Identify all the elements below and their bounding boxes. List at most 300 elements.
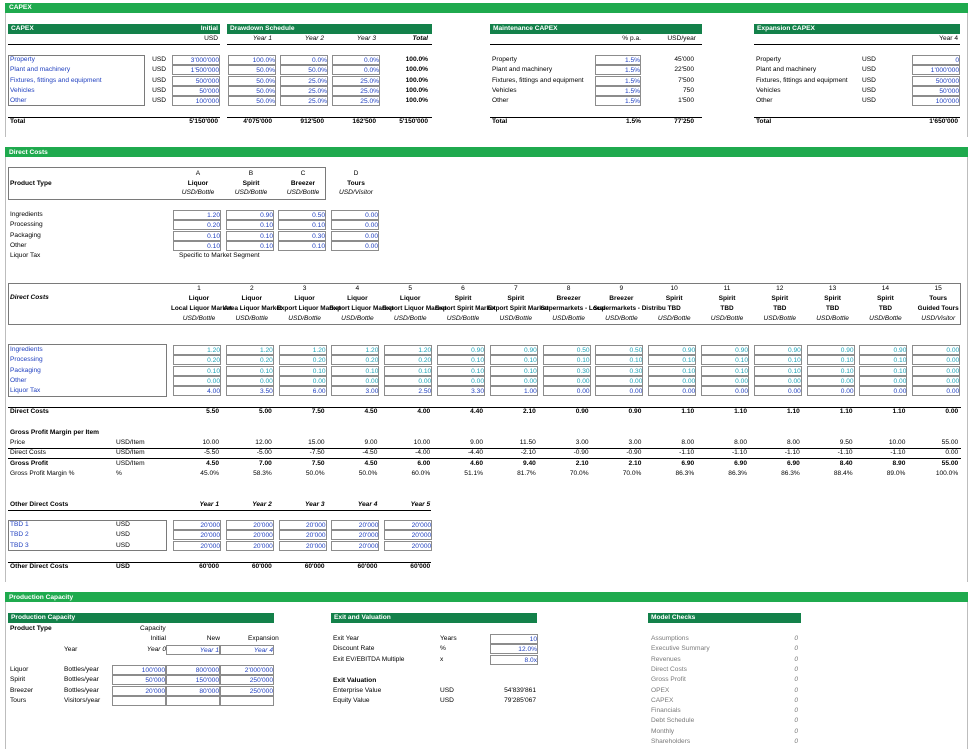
- check-item: Assumptions: [651, 635, 689, 642]
- other-direct-currency: USD: [116, 541, 130, 549]
- gpm-value: 100.0%: [935, 469, 959, 477]
- product-cost-input[interactable]: 0.10: [226, 220, 274, 230]
- segment-cost-input[interactable]: 0.10: [437, 366, 485, 376]
- segment-cost-input[interactable]: 0.00: [701, 376, 749, 386]
- capex-item-currency: USD: [152, 76, 166, 84]
- product-cost-input[interactable]: 0.20: [173, 220, 221, 230]
- gpm-value: 8.00: [734, 439, 747, 446]
- drawdown-input[interactable]: 50.0%: [228, 65, 276, 75]
- capacity-year[interactable]: Year 4: [220, 645, 274, 655]
- segment-cost-input[interactable]: 0.00: [437, 376, 485, 386]
- gpm-value: 0.00: [945, 449, 959, 457]
- segment-cost-input[interactable]: 0.90: [490, 345, 538, 355]
- segment-cost-input[interactable]: 1.20: [173, 345, 221, 355]
- expansion-input[interactable]: 50'000: [912, 86, 960, 96]
- capex-item-label[interactable]: Fixtures, fittings and equipment: [10, 76, 102, 84]
- gpm-row-unit: USD/Item: [116, 449, 145, 457]
- other-direct-currency: USD: [116, 531, 130, 539]
- other-direct-item[interactable]: TBD 1: [10, 521, 29, 528]
- drawdown-input[interactable]: 100.0%: [228, 55, 276, 65]
- segment-cost-input[interactable]: 0.00: [595, 376, 643, 386]
- gpm-value: 9.40: [522, 459, 536, 467]
- product-type-name: Spirit: [242, 180, 260, 187]
- exit-output-value: 54'839'861: [504, 687, 536, 694]
- exit-output-value: 79'285'067: [504, 697, 536, 705]
- exit-input-value[interactable]: 8.0x: [490, 655, 538, 665]
- segment-cost-input[interactable]: 0.20: [279, 355, 327, 365]
- segment-type: Spirit: [824, 295, 842, 302]
- drawdown-total: 5'150'000: [399, 118, 428, 125]
- other-direct-input[interactable]: 20'000: [384, 541, 432, 551]
- segment-cost-input[interactable]: 2.50: [384, 386, 432, 396]
- maintenance-pct-input[interactable]: 1.5%: [595, 76, 641, 86]
- gpm-value: 8.00: [681, 439, 695, 446]
- checks-header: Model Checks: [651, 614, 696, 621]
- segment-cost-input[interactable]: 0.00: [859, 376, 907, 386]
- segment-total: 2.10: [522, 408, 536, 415]
- other-direct-input[interactable]: 20'000: [173, 530, 221, 540]
- gpm-title: Gross Profit Margin per Item: [10, 429, 100, 436]
- segment-cost-input[interactable]: 0.00: [807, 376, 855, 386]
- maintenance-item-label: Vehicles: [492, 86, 517, 94]
- segment-cost-input[interactable]: 0.90: [754, 345, 802, 355]
- segments-label: Direct Costs: [10, 294, 49, 301]
- gpm-value: 3.00: [575, 439, 589, 446]
- segment-cost-input[interactable]: 0.90: [701, 345, 749, 355]
- capacity-label: Capacity: [140, 625, 166, 632]
- capex-initial-input[interactable]: 1'500'000: [172, 65, 220, 75]
- gpm-value: 88.4%: [833, 469, 853, 477]
- segment-cost-input[interactable]: 0.90: [648, 345, 696, 355]
- expansion-input[interactable]: 100'000: [912, 96, 960, 106]
- capacity-header: Production Capacity: [11, 614, 76, 621]
- drawdown-col-1: Year 1: [252, 35, 272, 42]
- segment-cost-input[interactable]: 0.10: [754, 366, 802, 376]
- capacity-input[interactable]: 250'000: [220, 675, 274, 685]
- gpm-divider: [8, 448, 961, 449]
- other-direct-input[interactable]: 20'000: [279, 520, 327, 530]
- capacity-input[interactable]: 250'000: [220, 686, 274, 696]
- segment-cost-input[interactable]: 0.10: [543, 355, 591, 365]
- segment-cost-input[interactable]: 0.20: [331, 355, 379, 365]
- segment-number: 4: [355, 285, 360, 292]
- segment-cost-input[interactable]: 1.00: [490, 386, 538, 396]
- other-direct-input[interactable]: 20'000: [331, 541, 379, 551]
- other-direct-input[interactable]: 20'000: [226, 520, 274, 530]
- capacity-input[interactable]: [112, 696, 166, 706]
- gpm-value: 50.0%: [305, 469, 325, 477]
- capex-item-currency: USD: [152, 97, 166, 105]
- other-direct-total: 60'000: [410, 563, 431, 570]
- capacity-input[interactable]: 80'000: [166, 686, 220, 696]
- segment-cost-input[interactable]: 0.20: [384, 355, 432, 365]
- capacity-input[interactable]: 150'000: [166, 675, 220, 685]
- gpm-value: 8.00: [786, 439, 800, 446]
- other-direct-input[interactable]: 20'000: [279, 541, 327, 551]
- drawdown-input[interactable]: 25.0%: [332, 76, 380, 86]
- drawdown-input[interactable]: 25.0%: [332, 86, 380, 96]
- segment-cost-input[interactable]: 0.10: [279, 366, 327, 376]
- maintenance-usd-value: 1'500: [678, 97, 694, 105]
- segment-market: TBD: [773, 305, 787, 312]
- gpm-value: 86.3%: [728, 469, 747, 477]
- other-direct-title: Other Direct Costs: [10, 501, 69, 508]
- drawdown-input[interactable]: 25.0%: [280, 96, 328, 106]
- segment-market: Supermarkets - Distribu: [593, 305, 666, 312]
- capex-item-label[interactable]: Property: [10, 56, 35, 63]
- product-cost-input[interactable]: 0.10: [278, 241, 326, 251]
- capacity-input[interactable]: 20'000: [112, 686, 166, 696]
- product-cost-input[interactable]: 0.10: [226, 231, 274, 241]
- segment-cost-input[interactable]: 0.10: [490, 355, 538, 365]
- segment-total: 1.10: [839, 408, 853, 415]
- gpm-value: 45.0%: [200, 469, 219, 477]
- gpm-value: 86.3%: [781, 469, 800, 477]
- exit-input-unit: Years: [440, 635, 457, 642]
- segment-row-label[interactable]: Packaging: [10, 366, 41, 374]
- capex-item-label[interactable]: Vehicles: [10, 86, 35, 94]
- exit-input-value[interactable]: 12.0%: [490, 644, 538, 654]
- segment-number: 14: [881, 285, 890, 292]
- capacity-row-name: Breezer: [10, 686, 34, 694]
- maintenance-pct-input[interactable]: 1.5%: [595, 65, 641, 75]
- other-direct-input[interactable]: 20'000: [226, 530, 274, 540]
- segment-cost-input[interactable]: 0.10: [173, 366, 221, 376]
- expansion-item-label: Plant and machinery: [756, 66, 817, 74]
- exit-input-value[interactable]: 10: [490, 634, 538, 644]
- drawdown-underline: [227, 44, 432, 45]
- expansion-currency: USD: [862, 66, 876, 74]
- other-direct-input[interactable]: 20'000: [173, 520, 221, 530]
- segment-cost-input[interactable]: 0.10: [807, 366, 855, 376]
- drawdown-row-total: 100.0%: [405, 66, 428, 74]
- expansion-item-label: Other: [756, 97, 773, 105]
- capex-initial-input[interactable]: 100'000: [172, 96, 220, 106]
- other-direct-year: Year 3: [305, 501, 325, 508]
- drawdown-input[interactable]: 50.0%: [228, 76, 276, 86]
- exit-valuation-title: Exit Valuation: [333, 677, 377, 684]
- segment-number: 13: [828, 285, 837, 292]
- drawdown-input[interactable]: 50.0%: [280, 65, 328, 75]
- segment-cost-input[interactable]: 0.10: [701, 366, 749, 376]
- segment-cost-input[interactable]: 0.10: [648, 366, 696, 376]
- segment-cost-input[interactable]: 1.20: [226, 345, 274, 355]
- segment-cost-input[interactable]: 0.00: [754, 376, 802, 386]
- product-cost-input[interactable]: 0.00: [331, 231, 379, 241]
- segment-number: 1: [197, 285, 201, 292]
- product-cost-input[interactable]: 0.50: [278, 210, 326, 220]
- expansion-input[interactable]: 500'000: [912, 76, 960, 86]
- segment-cost-input[interactable]: 0.00: [543, 386, 591, 396]
- segment-type: Liquor: [294, 295, 315, 302]
- segment-cost-input[interactable]: 3.30: [437, 386, 485, 396]
- segment-cost-input[interactable]: 0.00: [490, 376, 538, 386]
- maintenance-item-label: Fixtures, fittings and equipment: [492, 76, 584, 84]
- check-item: Shareholders: [651, 738, 691, 745]
- expansion-item-label: Fixtures, fittings and equipment: [756, 76, 848, 84]
- segment-cost-input[interactable]: 0.00: [701, 386, 749, 396]
- segment-row-label[interactable]: Ingredients: [10, 346, 43, 353]
- gpm-value: 7.50: [311, 459, 325, 467]
- segment-cost-input[interactable]: 0.10: [490, 366, 538, 376]
- frame-right: [967, 602, 968, 749]
- segment-cost-input[interactable]: 0.90: [807, 345, 855, 355]
- segment-cost-input[interactable]: 0.50: [543, 345, 591, 355]
- capex-initial-input[interactable]: 50'000: [172, 86, 220, 96]
- capacity-input[interactable]: 800'000: [166, 665, 220, 675]
- segment-type: Spirit: [876, 295, 894, 302]
- expansion-input[interactable]: 1'000'000: [912, 65, 960, 75]
- segment-unit: USD/Bottle: [552, 315, 585, 322]
- segment-unit: USD/Bottle: [869, 315, 902, 322]
- maintenance-item-label: Other: [492, 97, 509, 105]
- segment-cost-input[interactable]: 1.20: [331, 345, 379, 355]
- segment-cost-input[interactable]: 0.00: [648, 376, 696, 386]
- maintenance-usd-value: 22'500: [674, 66, 694, 74]
- capacity-input[interactable]: 50'000: [112, 675, 166, 685]
- capex-total-value: 5'150'000: [189, 118, 218, 125]
- segment-cost-input[interactable]: 0.10: [595, 355, 643, 365]
- check-value: 0: [794, 645, 798, 653]
- segment-market: TBD: [720, 305, 734, 312]
- gpm-value: 58.3%: [253, 469, 272, 477]
- product-unit: USD/Bottle: [234, 189, 268, 196]
- gpm-value: 4.50: [364, 459, 378, 467]
- segment-cost-input[interactable]: 0.00: [279, 376, 327, 386]
- segment-cost-input[interactable]: 0.00: [173, 376, 221, 386]
- segment-cost-input[interactable]: 0.00: [912, 376, 960, 386]
- segment-cost-input[interactable]: 4.00: [173, 386, 221, 396]
- segment-number: 10: [670, 285, 678, 292]
- segments-total-label: Direct Costs: [10, 408, 49, 415]
- segment-cost-input[interactable]: 0.10: [859, 366, 907, 376]
- other-direct-input[interactable]: 20'000: [384, 530, 432, 540]
- segment-cost-input[interactable]: 0.00: [384, 376, 432, 386]
- segment-cost-input[interactable]: 0.10: [701, 355, 749, 365]
- gpm-value: -5.50: [203, 449, 219, 457]
- maintenance-header: Maintenance CAPEX: [493, 25, 558, 32]
- product-row-label: Processing: [10, 221, 43, 229]
- segment-cost-input[interactable]: 3.00: [331, 386, 379, 396]
- segment-cost-input[interactable]: 0.50: [595, 345, 643, 355]
- capex-initial-input[interactable]: 500'000: [172, 76, 220, 86]
- check-value: 0: [794, 696, 798, 704]
- segment-cost-input[interactable]: 0.10: [384, 366, 432, 376]
- drawdown-col-2: Year 2: [304, 35, 324, 42]
- segment-cost-input[interactable]: 0.90: [859, 345, 907, 355]
- expansion-currency: USD: [862, 97, 876, 105]
- drawdown-input[interactable]: 50.0%: [228, 86, 276, 96]
- check-value: 0: [794, 738, 798, 745]
- segment-cost-input[interactable]: 6.00: [279, 386, 327, 396]
- capacity-input[interactable]: [166, 696, 220, 706]
- check-item: Executive Summary: [651, 645, 710, 653]
- drawdown-row-total: 100.0%: [405, 86, 428, 94]
- segment-cost-input[interactable]: 0.00: [331, 376, 379, 386]
- gpm-value: 10.00: [413, 439, 431, 446]
- segment-cost-input[interactable]: 0.10: [648, 355, 696, 365]
- segment-total: 5.50: [206, 408, 219, 415]
- drawdown-input[interactable]: 25.0%: [280, 76, 328, 86]
- gpm-row-label: Direct Costs: [10, 449, 46, 457]
- exit-header: Exit and Valuation: [334, 614, 391, 621]
- check-value: 0: [794, 717, 798, 725]
- segment-cost-input[interactable]: 0.10: [859, 355, 907, 365]
- gpm-value: 4.50: [206, 459, 219, 467]
- drawdown-input[interactable]: 0.0%: [332, 65, 380, 75]
- capex-item-label[interactable]: Other: [10, 97, 27, 105]
- segment-row-label[interactable]: Liquor Tax: [10, 387, 41, 395]
- product-type-label: Product Type: [10, 180, 52, 187]
- gpm-value: 6.90: [786, 459, 800, 467]
- drawdown-input[interactable]: 0.0%: [280, 55, 328, 65]
- check-value: 0: [794, 707, 798, 715]
- segment-market: TBD: [826, 305, 840, 312]
- capex-header: CAPEX: [11, 25, 34, 32]
- exit-input-label: Exit Year: [333, 635, 360, 642]
- other-direct-input[interactable]: 20'000: [331, 520, 379, 530]
- drawdown-input[interactable]: 25.0%: [280, 86, 328, 96]
- segment-cost-input[interactable]: 1.20: [384, 345, 432, 355]
- segment-cost-input[interactable]: 3.50: [226, 386, 274, 396]
- segment-cost-input[interactable]: 1.20: [279, 345, 327, 355]
- drawdown-input[interactable]: 25.0%: [332, 96, 380, 106]
- exit-input-unit: x: [440, 655, 444, 663]
- gpm-value: -7.50: [309, 449, 325, 457]
- gpm-value: 2.10: [575, 459, 589, 467]
- expansion-total-label: Total: [756, 118, 772, 125]
- product-cost-input[interactable]: 0.00: [331, 241, 379, 251]
- gpm-row-unit: USD/Item: [116, 439, 145, 446]
- segment-market: Export Liquor Market: [276, 305, 341, 312]
- segment-market: Export Liquor Market: [329, 305, 394, 312]
- segment-total: 1.10: [786, 408, 800, 415]
- other-direct-input[interactable]: 20'000: [226, 541, 274, 551]
- product-cost-input[interactable]: 0.90: [226, 210, 274, 220]
- section-title-production: Production Capacity: [9, 594, 74, 601]
- capacity-row-name: Tours: [10, 696, 27, 704]
- capacity-product-label: Product Type: [10, 625, 52, 632]
- product-cost-input[interactable]: 0.10: [173, 231, 221, 241]
- capacity-input[interactable]: 2'000'000: [220, 665, 274, 675]
- other-direct-input[interactable]: 20'000: [279, 530, 327, 540]
- segment-market: Export Spirit Market: [487, 305, 549, 312]
- segment-type: Liquor: [188, 295, 210, 302]
- product-cost-input[interactable]: 0.10: [226, 241, 274, 251]
- segment-cost-input[interactable]: 0.20: [173, 355, 221, 365]
- segment-cost-input[interactable]: 0.00: [859, 386, 907, 396]
- segment-cost-input[interactable]: 0.10: [226, 366, 274, 376]
- gpm-value: 15.00: [308, 439, 325, 446]
- capacity-input[interactable]: [220, 696, 274, 706]
- segment-cost-input[interactable]: 0.00: [912, 386, 960, 396]
- segment-cost-input[interactable]: 0.90: [437, 345, 485, 355]
- segment-cost-input[interactable]: 0.00: [754, 386, 802, 396]
- drawdown-input[interactable]: 0.0%: [332, 55, 380, 65]
- capacity-input[interactable]: 100'000: [112, 665, 166, 675]
- product-type-name: Tours: [347, 180, 365, 187]
- segment-total: 1.10: [681, 408, 695, 415]
- gpm-row-unit: USD/Item: [116, 459, 145, 467]
- segment-cost-input[interactable]: 0.00: [912, 355, 960, 365]
- maintenance-pct-input[interactable]: 1.5%: [595, 96, 641, 106]
- product-cost-input[interactable]: 0.00: [331, 210, 379, 220]
- product-cost-input[interactable]: 0.10: [278, 220, 326, 230]
- maintenance-pct-input[interactable]: 1.5%: [595, 86, 641, 96]
- other-direct-input[interactable]: 20'000: [331, 530, 379, 540]
- maintenance-pct-input[interactable]: 1.5%: [595, 55, 641, 65]
- drawdown-row-total: 100.0%: [405, 97, 428, 105]
- expansion-input[interactable]: 0: [912, 55, 960, 65]
- gpm-value: 51.1%: [464, 469, 483, 477]
- product-cost-input[interactable]: 0.10: [173, 241, 221, 251]
- segment-cost-input[interactable]: 0.00: [543, 376, 591, 386]
- segment-unit: USD/Bottle: [605, 315, 638, 322]
- segment-cost-input[interactable]: 0.20: [226, 355, 274, 365]
- product-cost-input[interactable]: 1.20: [173, 210, 221, 220]
- segment-cost-input[interactable]: 0.00: [807, 386, 855, 396]
- gpm-value: -0.90: [626, 449, 642, 457]
- segment-type: Breezer: [556, 295, 581, 302]
- segment-cost-input[interactable]: 0.00: [648, 386, 696, 396]
- maintenance-col-usd: USD/year: [667, 35, 696, 42]
- product-row-label: Liquor Tax: [10, 252, 41, 260]
- liquor-tax-note: Specific to Market Segment: [179, 252, 260, 260]
- product-unit: USD/Visitor: [339, 189, 373, 196]
- gpm-value: 8.90: [892, 459, 906, 467]
- segment-cost-input[interactable]: 0.00: [226, 376, 274, 386]
- frame-right: [967, 157, 968, 582]
- other-direct-item[interactable]: TBD 2: [10, 531, 29, 539]
- segment-cost-input[interactable]: 0.10: [331, 366, 379, 376]
- segment-type: Liquor: [399, 295, 421, 302]
- gpm-value: -1.10: [731, 449, 747, 457]
- drawdown-input[interactable]: 50.0%: [228, 96, 276, 106]
- gpm-value: -4.50: [362, 449, 378, 457]
- drawdown-col-3: Year 3: [356, 35, 376, 42]
- other-direct-input[interactable]: 20'000: [173, 541, 221, 551]
- capex-initial-input[interactable]: 3'000'000: [172, 55, 220, 65]
- product-letter: B: [248, 170, 254, 177]
- segment-row-label[interactable]: Other: [10, 376, 27, 384]
- segment-cost-input[interactable]: 0.10: [437, 355, 485, 365]
- segment-cost-input[interactable]: 0.00: [595, 386, 643, 396]
- segment-number: 15: [934, 285, 942, 292]
- gpm-value: -1.10: [784, 449, 800, 457]
- capex-item-label[interactable]: Plant and machinery: [10, 66, 71, 74]
- segment-cost-input[interactable]: 0.00: [912, 366, 960, 376]
- other-direct-input[interactable]: 20'000: [384, 520, 432, 530]
- segment-cost-input[interactable]: 0.00: [912, 345, 960, 355]
- maintenance-usd-value: 45'000: [674, 56, 694, 63]
- maintenance-col-pct: % p.a.: [622, 35, 641, 42]
- capacity-year[interactable]: Year 1: [166, 645, 220, 655]
- gpm-value: 3.00: [628, 439, 642, 446]
- product-cost-input[interactable]: 0.00: [331, 220, 379, 230]
- segment-row-label[interactable]: Processing: [10, 356, 43, 364]
- check-value: 0: [794, 727, 798, 735]
- segment-unit: USD/Bottle: [763, 315, 797, 322]
- segment-cost-input[interactable]: 0.30: [595, 366, 643, 376]
- other-direct-item[interactable]: TBD 3: [10, 541, 29, 549]
- segment-total: 0.90: [628, 408, 642, 415]
- segment-cost-input[interactable]: 0.30: [543, 366, 591, 376]
- frame-left: [5, 602, 6, 749]
- gpm-value: 6.90: [681, 459, 695, 467]
- segment-cost-input[interactable]: 0.10: [754, 355, 802, 365]
- segment-cost-input[interactable]: 0.10: [807, 355, 855, 365]
- product-cost-input[interactable]: 0.30: [278, 231, 326, 241]
